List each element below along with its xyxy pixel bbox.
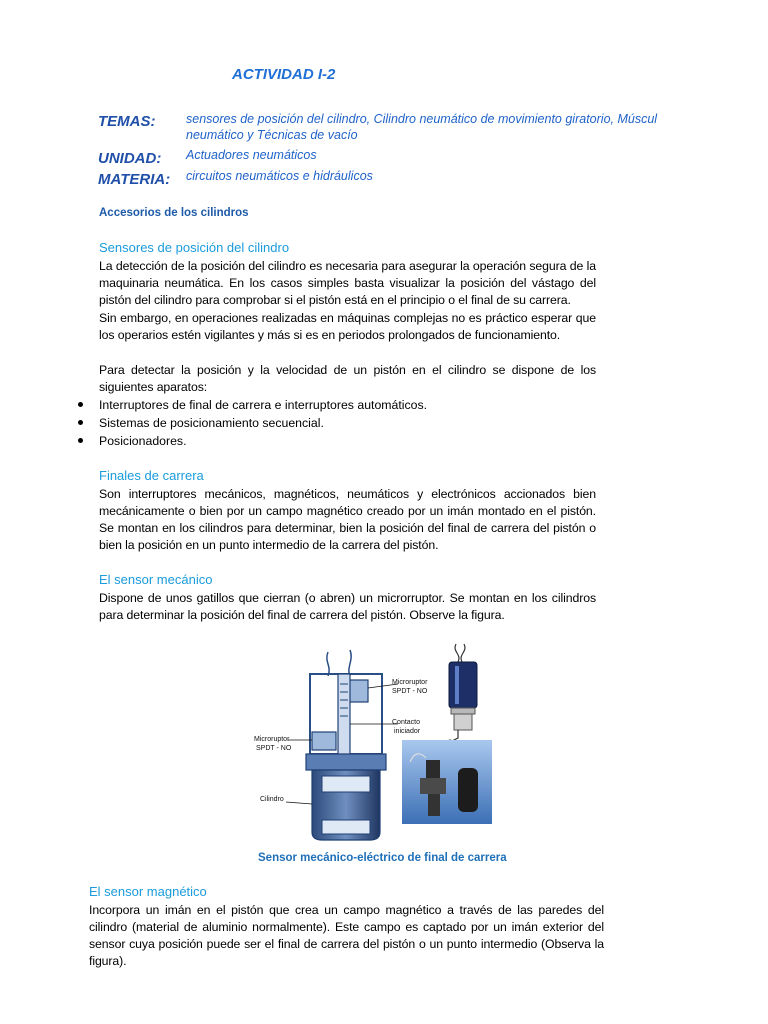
devices-bullet-list (78, 396, 427, 450)
materia-value: circuitos neumáticos e hidráulicos (186, 169, 373, 183)
bullet-icon (78, 420, 83, 425)
cylinder-diagram (306, 650, 386, 840)
temas-label: TEMAS: (98, 113, 156, 130)
temas-value: sensores de posición del cilindro, Cilindro neumático de movimiento giratorio, Múscul neumático y Técnicas de vacío (186, 112, 658, 142)
mechanical-sensor-paragraph: Dispone de unos gatillos que cierran (o abren) un microrruptor. Se montan en los cilindros para determinar la posición del final de carrera del pistón. Observe la figura. (99, 591, 596, 622)
sensor-photo (402, 740, 492, 824)
unidad-value: Actuadores neumáticos (186, 148, 317, 162)
activity-title: ACTIVIDAD I-2 (232, 66, 336, 83)
list-item (78, 414, 427, 432)
label-spdt-top: SPDT - NO (392, 688, 428, 695)
figure-illustration (250, 644, 495, 844)
mechanical-sensor-heading: El sensor mecánico (99, 572, 213, 587)
sensor-device-illustration (447, 644, 477, 746)
label-microruptor-left: Microruptor (254, 736, 290, 743)
unidad-label: UNIDAD: (98, 150, 162, 167)
label-iniciador: iniciador (394, 728, 421, 735)
list-item (78, 432, 427, 450)
bullet-text: Interruptores de final de carrera e interruptores automáticos. (99, 398, 428, 412)
accessories-heading: Accesorios de los cilindros (99, 207, 249, 219)
magnetic-sensor-heading: El sensor magnético (89, 884, 207, 899)
label-microruptor-top: Microruptor (392, 679, 428, 686)
bullet-text: Posicionadores. (99, 434, 187, 448)
position-sensors-paragraph-1: La detección de la posición del cilindro es necesaria para asegurar la operación segura de la maquinaria neumática. En los casos simples basta visualizar la posición del vástago del pistón del cilindro para comprobar si el pistón está en el principio o el final de su carrera. (99, 259, 596, 307)
figure-caption: Sensor mecánico-eléctrico de final de carrera (258, 852, 507, 864)
label-cilindro: Cilindro (260, 796, 284, 803)
magnetic-sensor-paragraph: Incorpora un imán en el pistón que crea un campo magnético a través de las paredes del cilindro (material de aluminio normalmente). Este campo es captado por un imán exterior del sensor cuya posición puede ser el final de carrera del pistón o un punto intermedio (Observa la figura). (89, 903, 604, 968)
bullet-icon (78, 438, 83, 443)
materia-label: MATERIA: (98, 171, 171, 188)
position-sensors-paragraph-3: Para detectar la posición y la velocidad de un pistón en el cilindro se dispone de los siguientes aparatos: (99, 363, 596, 394)
limit-switches-paragraph: Son interruptores mecánicos, magnéticos, neumáticos y electrónicos accionados bien mecánicamente o bien por un campo magnético creado por un imán montado en el pistón. Se montan en los cilindros para determinar, bien la posición del final de carrera del pistón o bien la posición en un punto intermedio de la carrera del pistón. (99, 487, 596, 552)
position-sensors-heading: Sensores de posición del cilindro (99, 240, 290, 255)
bullet-icon (78, 402, 83, 407)
label-contacto: Contacto (392, 719, 421, 726)
position-sensors-paragraph-2: Sin embargo, en operaciones realizadas en máquinas complejas no es práctico esperar que los operarios estén vigilantes y más si es en periodos prolongados de funcionamiento. (99, 311, 596, 342)
mechanical-sensor-figure (250, 644, 495, 844)
label-spdt-left: SPDT - NO (256, 745, 292, 752)
limit-switches-heading: Finales de carrera (99, 468, 204, 483)
bullet-text: Sistemas de posicionamiento secuencial. (99, 416, 324, 430)
list-item (78, 396, 427, 414)
